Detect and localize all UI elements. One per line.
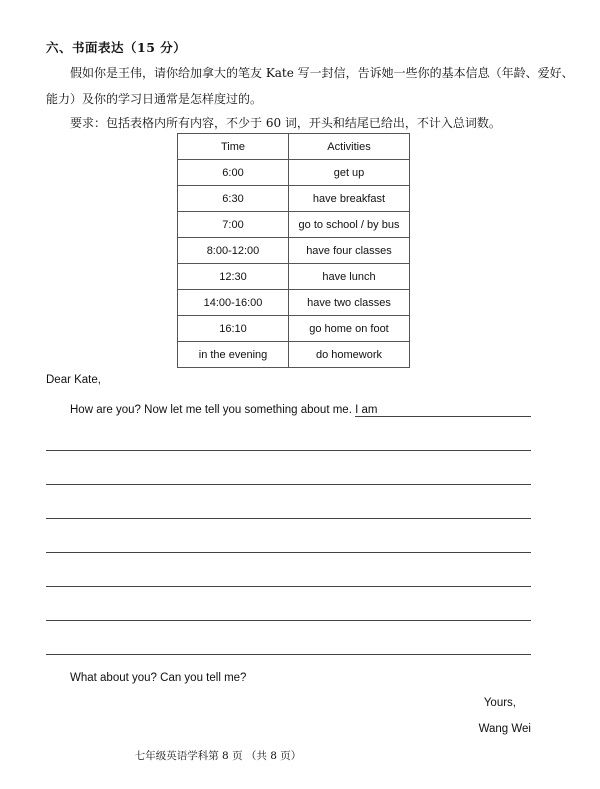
activity-cell: go home on foot — [289, 316, 410, 342]
letter-sign-off: Yours, — [483, 697, 516, 709]
table-row — [178, 186, 410, 212]
answer-line-4[interactable] — [46, 552, 531, 553]
time-cell: 6:00 — [178, 160, 289, 186]
letter-closing-question: What about you? Can you tell me? — [70, 672, 247, 684]
answer-blank-inline[interactable] — [355, 416, 531, 417]
table-row — [178, 290, 410, 316]
table-row — [178, 316, 410, 342]
time-cell: 6:30 — [178, 186, 289, 212]
activity-cell: get up — [289, 160, 410, 186]
answer-line-2[interactable] — [46, 484, 531, 485]
activity-cell: do homework — [289, 342, 410, 368]
time-cell: 12:30 — [178, 264, 289, 290]
section-title: 六、书面表达（15 分） — [46, 40, 187, 55]
prompt-line-1: 假如你是王伟，请你给加拿大的笔友 Kate 写一封信，告诉她一些你的基本信息（年龄、爱好、 — [70, 66, 574, 80]
answer-line-7[interactable] — [46, 654, 531, 655]
time-column-header: Time — [178, 134, 289, 160]
schedule-table — [177, 133, 410, 368]
requirement-text: 要求：包括表格内所有内容，不少于 60 词，开头和结尾已给出，不计入总词数。 — [70, 116, 501, 130]
letter-signature: Wang Wei — [478, 723, 531, 735]
activities-column-header: Activities — [289, 134, 410, 160]
answer-line-1[interactable] — [46, 450, 531, 451]
time-cell: 16:10 — [178, 316, 289, 342]
table-row — [178, 238, 410, 264]
time-cell: 14:00-16:00 — [178, 290, 289, 316]
activity-cell: have lunch — [289, 264, 410, 290]
table-row — [178, 342, 410, 368]
table-header-row — [178, 134, 410, 160]
page-footer: 七年级英语学科第 8 页 （共 8 页） — [134, 750, 302, 762]
table-row — [178, 160, 410, 186]
table-row — [178, 264, 410, 290]
time-cell: in the evening — [178, 342, 289, 368]
prompt-line-2: 能力）及你的学习日通常是怎样度过的。 — [46, 92, 263, 106]
answer-line-6[interactable] — [46, 620, 531, 621]
letter-opening: How are you? Now let me tell you something about me. I am — [70, 404, 378, 416]
activity-cell: have breakfast — [289, 186, 410, 212]
activity-cell: go to school / by bus — [289, 212, 410, 238]
activity-cell: have two classes — [289, 290, 410, 316]
time-cell: 7:00 — [178, 212, 289, 238]
answer-line-3[interactable] — [46, 518, 531, 519]
activity-cell: have four classes — [289, 238, 410, 264]
time-cell: 8:00-12:00 — [178, 238, 289, 264]
table-row — [178, 212, 410, 238]
answer-line-5[interactable] — [46, 586, 531, 587]
letter-greeting: Dear Kate, — [46, 374, 101, 386]
